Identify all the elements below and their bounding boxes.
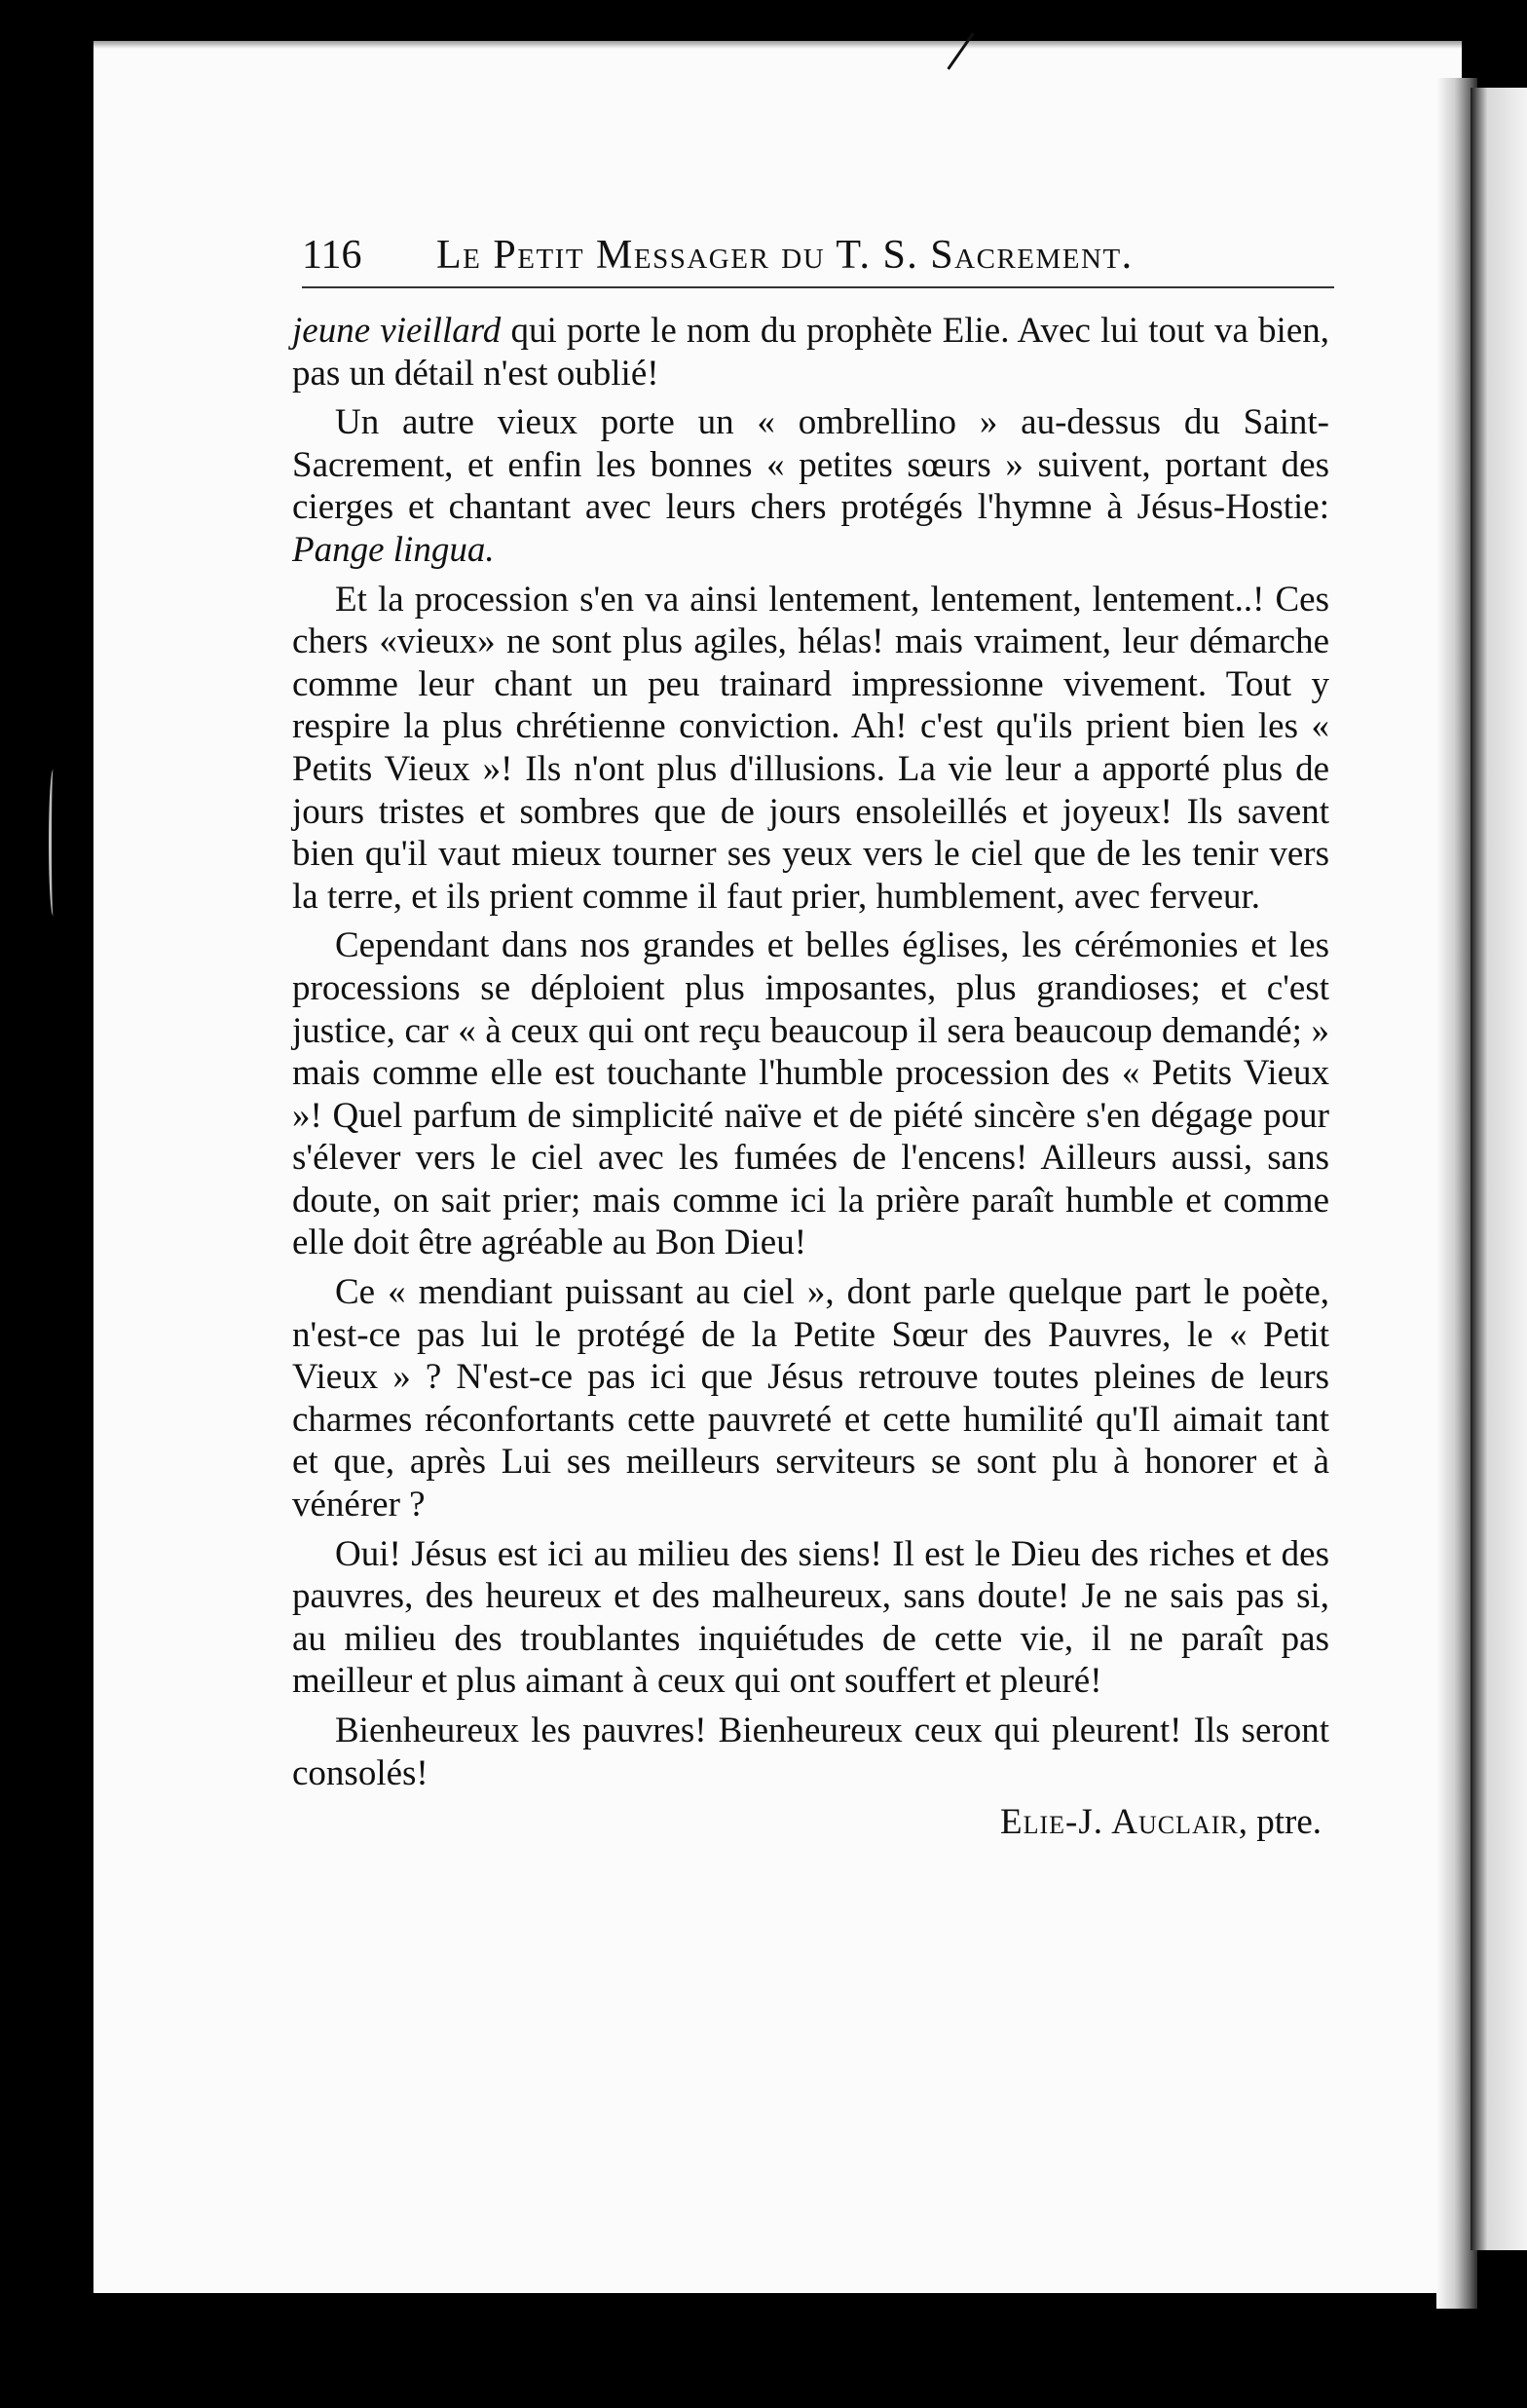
page-number: 116 bbox=[302, 233, 362, 278]
italic-lead: jeune vieillard bbox=[292, 311, 502, 351]
paragraph-text: Ce « mendiant puissant au ciel », dont parle quelque part le poète, n'est-ce pas lui le protégé de la Petite Sœur des Pauvres, le « Petit Vieux » ? N'est-ce pas ici que Jésus retrouve toutes pleines de leurs charmes réconfortants cette pauvreté et cette humilité qu'Il aimait tant et que, après Lui ses meilleurs serviteurs se sont plu à honorer et à vénérer ? bbox=[292, 1272, 1329, 1525]
scan-artifact-left bbox=[49, 770, 57, 916]
paragraph-3 bbox=[292, 579, 1329, 919]
article-body bbox=[292, 310, 1329, 1851]
paragraph-7 bbox=[292, 1710, 1329, 1794]
paragraph-text: Un autre vieux porte un « ombrellino » au-dessus du Saint-Sacrement, et enfin les bonnes « petites sœurs » suivent, portant des cierges et chantant avec leurs chers protégés l'hymne à Jésus-Hostie: bbox=[292, 402, 1329, 528]
paragraph-text: qui porte le nom du prophète Elie. Avec lui tout va bien, pas un détail n'est oublié! bbox=[292, 311, 1329, 394]
paragraph-4 bbox=[292, 924, 1329, 1264]
author-suffix: , ptre. bbox=[1238, 1802, 1322, 1843]
author-name: Elie-J. Auclair bbox=[1000, 1802, 1239, 1843]
paragraph-6 bbox=[292, 1533, 1329, 1703]
running-title: Le Petit Messager du T. S. Sacrement. bbox=[436, 233, 1134, 278]
paragraph-text: Oui! Jésus est ici au milieu des siens! Il est le Dieu des riches et des pauvres, des heureux et des malheureux, sans doute! Je ne sais pas si, au milieu des troublantes inquiétudes de cette vie, il ne paraît pas meilleur et plus aimant à ceux qui ont souffert et pleuré! bbox=[292, 1533, 1329, 1702]
paragraph-text: Et la procession s'en va ainsi lentement, lentement, lentement..! Ces chers «vieux» ne sont plus agiles, hélas! mais vraiment, leur démarche comme leur chant un peu trainard impressionne vivement. Tout y respire la plus chrétienne conviction. Ah! c'est qu'ils prient bien les « Petits Vieux »! Ils n'ont plus d'illusions. La vie leur a apporté plus de jours tristes et sombres que de jours ensoleillés et joyeux! Ils savent bien qu'il vaut mieux tourner ses yeux vers le ciel que de les tenir vers la terre, et ils prient comme il faut prier, humblement, avec ferveur. bbox=[292, 579, 1329, 917]
paragraph-2 bbox=[292, 401, 1329, 571]
running-header bbox=[302, 232, 1334, 290]
paragraph-1 bbox=[292, 310, 1329, 395]
page-top-shadow bbox=[93, 41, 1462, 49]
italic-hymn-title: Pange lingua. bbox=[292, 529, 495, 570]
next-page-edge bbox=[1471, 88, 1527, 2250]
paragraph-text: Cependant dans nos grandes et belles églises, les cérémonies et les processions se déploient plus imposantes, plus grandioses; et c'est justice, car « à ceux qui ont reçu beaucoup il sera beaucoup demandé; » mais comme elle est touchante l'humble procession des « Petits Vieux »! Quel parfum de simplicité naïve et de piété sincère s'en dégage pour s'élever vers le ciel avec les fumées de l'encens! Ailleurs aussi, sans doute, on sait prier; mais comme ici la prière paraît humble et comme elle doit être agréable au Bon Dieu! bbox=[292, 925, 1329, 1263]
paragraph-5 bbox=[292, 1271, 1329, 1526]
paragraph-text: Bienheureux les pauvres! Bienheureux ceux qui pleurent! Ils seront consolés! bbox=[292, 1711, 1329, 1793]
header-rule bbox=[302, 286, 1334, 288]
author-signature bbox=[292, 1801, 1329, 1844]
